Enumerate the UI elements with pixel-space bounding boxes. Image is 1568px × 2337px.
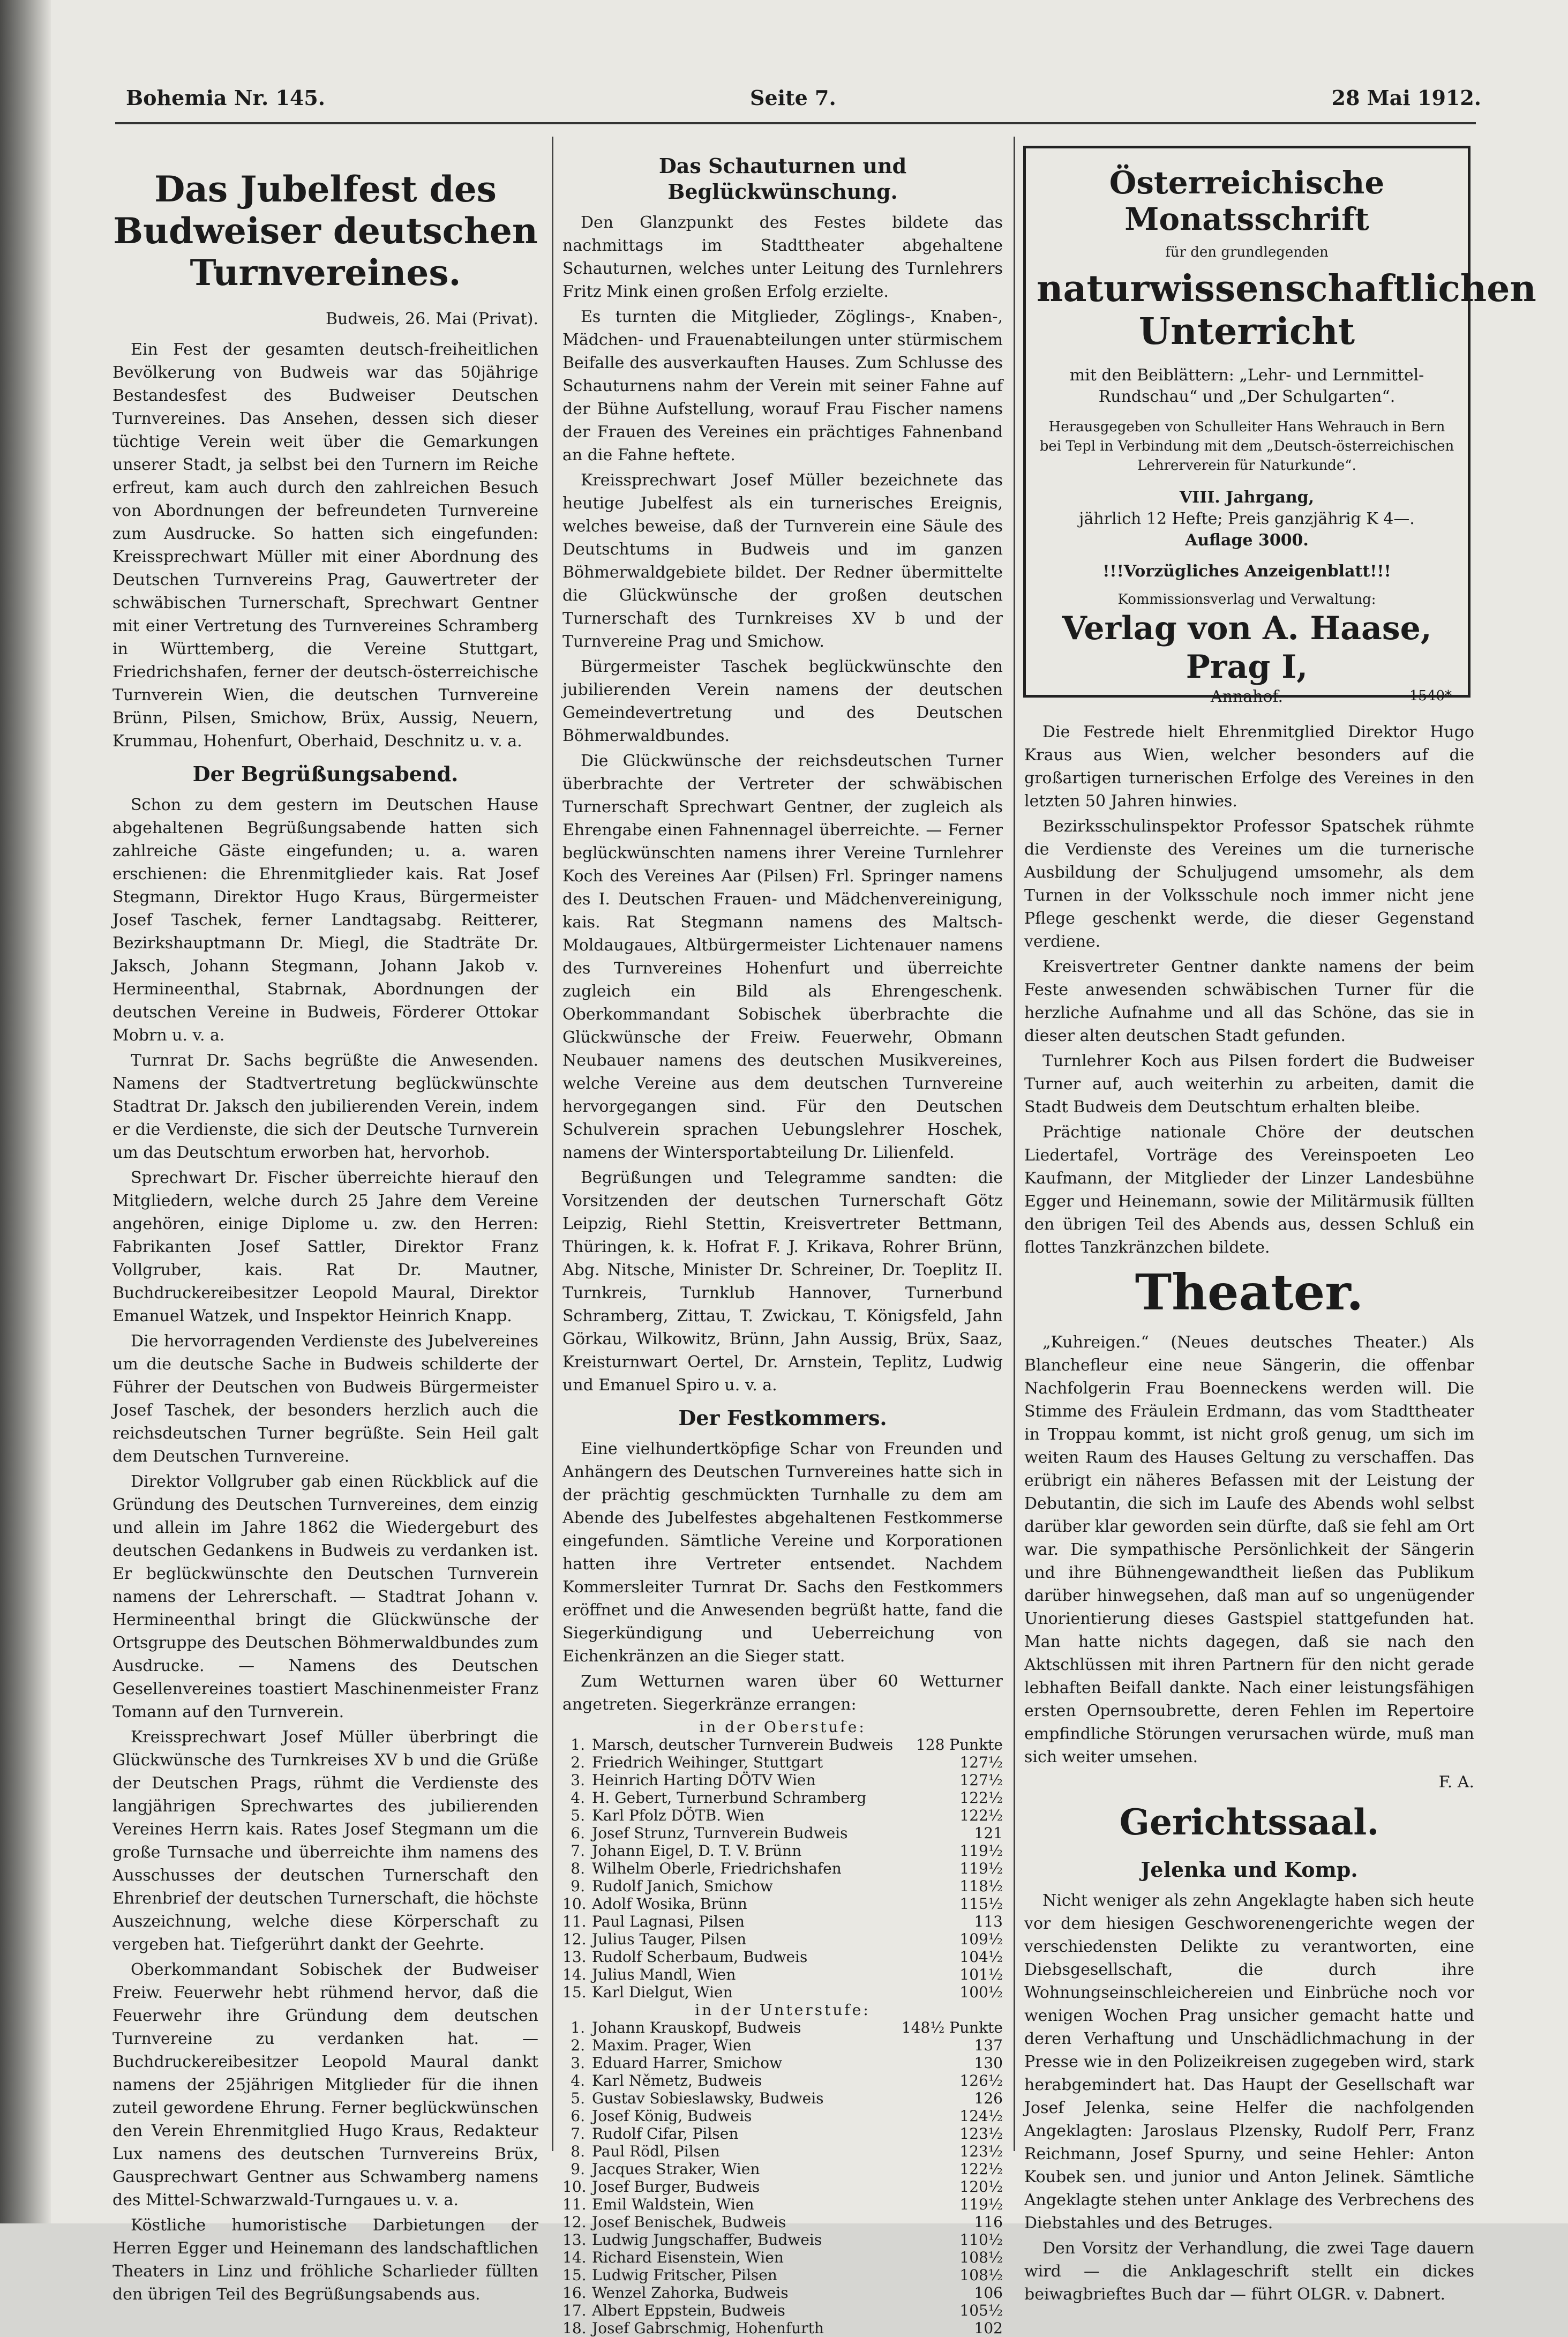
result-points: 104½	[959, 1948, 1003, 1966]
paragraph: Oberkommandant Sobischek der Budweiser Freiw. Feuerwehr hebt rühmend hervor, daß die Feuerwehr ihre Gründung dem deutschen Turnvereine zu verdanken hat. — Buchdruckereibesitzer Leopold Maural dankt namens der 25jährigen Mitglieder für die ihnen zuteil gewordene Ehrung. Ferner beglückwünschen den Verein Ehrenmitglied Hugo Kraus, Redakteur Lux namens des deutschen Turnvereins Brüx, Gausprechwart Gentner aus Schwamberg namens des Mittel-Schwarzwald-Turngaues u. v. a.	[112, 1960, 538, 2209]
result-points: 123½	[959, 2143, 1003, 2160]
result-name: Josef König, Budweis	[592, 2107, 752, 2125]
result-points: 122½	[959, 2160, 1003, 2178]
result-row	[562, 1824, 1003, 1842]
result-name: Friedrich Weihinger, Stuttgart	[592, 1754, 823, 1771]
ad-price: jährlich 12 Hefte; Preis ganzjährig K 4—.	[1079, 510, 1415, 528]
result-rank: 10.	[562, 2178, 587, 2196]
ad-title: Österreichische Monatsschrift	[1109, 164, 1385, 237]
result-name: Eduard Harrer, Smichow	[592, 2054, 783, 2072]
paragraph: Die Glückwünsche der reichsdeutschen Turner überbrachte der Vertreter der schwäbischen Turnerschaft Sprechwart Gentner, der zugleich als Ehrengabe einen Fahnennagel überreichte. — Ferner beglückwünschten namens ihrer Vereine Turnlehrer Koch des Vereines Aar (Pilsen) Frl. Springer namens des I. Deutschen Frauen- und Mädchenvereinigung, kais. Rat Stegmann namens des Maltsch-Moldaugaues, Altbürgermeister Lichtenauer namens des Turnvereines Hohenfurt und überreichte zugleich ein Bild als Ehrengeschenk. Oberkommandant Sobischek überbrachte die Glückwünsche der Freiw. Feuerwehr, Obmann Neubauer namens des deutschen Musikvereines, welche Vereine aus dem deutschen Turnvereine hervorgegangen sind. Für den Deutschen Schulverein sprachen Uebungslehrer Hoschek, namens der Wintersportabteilung Dr. Lilienfeld.	[562, 752, 1003, 1162]
result-row	[562, 1736, 1003, 1754]
result-rank: 5.	[571, 1807, 585, 1824]
result-row	[562, 1983, 1003, 2001]
advertisement-box	[1023, 146, 1536, 706]
paragraph: Kreisvertreter Gentner dankte namens der beim Feste anwesenden schwäbischen Turner für die herzliche Aufnahme und all das Schöne, das sie in dieser alten deutschen Stadt gefunden.	[1024, 957, 1474, 1045]
result-rank: 2.	[571, 2036, 585, 2054]
result-rank: 1.	[571, 1736, 585, 1754]
result-name: Julius Mandl, Wien	[592, 1966, 736, 1983]
paragraph: Kreissprechwart Josef Müller überbringt die Glückwünsche des Turnkreises XV b und die Grüße der Deutschen Prags, rühmt die Verdienste des langjährigen Sprechwartes des jubilierenden Vereines Herrn kais. Rates Josef Stegmann um die große Turnsache und überreichte ihm namens des Ausschusses der deutschen Turnerschaft den Ehrenbrief der deutschen Turnerschaft, die höchste Auszeichnung, welche diese Körperschaft zu vergeben hat. Tiefgerührt dankt der Geehrte.	[112, 1728, 538, 1954]
result-points: 126½	[959, 2072, 1003, 2089]
result-name: Johann Eigel, D. T. V. Brünn	[592, 1842, 802, 1860]
section-heading-theater: Theater.	[1135, 1263, 1364, 1321]
result-points: 108½	[959, 2266, 1003, 2284]
result-name: Rudolf Cifar, Pilsen	[592, 2125, 739, 2143]
results-category-unter: in der Unterstufe:	[695, 2001, 871, 2019]
paragraph: Eine vielhundertköpfige Schar von Freunden und Anhängern des Deutschen Turnvereines hatte sich in der prächtig geschmückten Turnhalle zu dem am Abende des Jubelfestes abgehaltenen Festkommerse eingefunden. Sämtliche Vereine und Korporationen hatten ihre Vertreter entsendet. Nachdem Kommersleiter Turnrat Dr. Sachs den Festkommers eröffnet und die Anwesenden begrüßt hatte, fand die Siegerkündigung und Ueberreichung von Eichenkränzen an die Sieger statt.	[562, 1440, 1003, 1666]
paragraph: Es turnten die Mitglieder, Zöglings-, Knaben-, Mädchen- und Frauenabteilungen unter stürmischem Beifalle des ausverkauften Hauses. Zum Schlusse des Schauturnens nahm der Verein mit seiner Fahne auf der Bühne Aufstellung, worauf Frau Fischer namens der Frauen des Vereines ein prächtiges Fahnenband an die Fahne heftete.	[562, 308, 1003, 465]
column-divider-1	[552, 137, 553, 2151]
result-rank: 7.	[571, 2125, 585, 2143]
result-rank: 8.	[571, 1860, 585, 1877]
result-name: Karl Pfolz DÖTB. Wien	[592, 1807, 764, 1824]
result-row	[562, 2302, 1003, 2319]
column-2	[562, 145, 1003, 2337]
paragraph: Kreissprechwart Josef Müller bezeichnete das heutige Jubelfest als ein turnerisches Ereignis, welches beweise, daß der Turnverein eine Säule des Deutschtums in Budweis und im ganzen Böhmerwaldgebiete bildet. Der Redner übermittelte die Glückwünsche der großen deutschen Turnerschaft des Turnkreises XV b und der Turnvereine Prag und Smichow.	[562, 471, 1003, 651]
paragraph: „Kuhreigen.“ (Neues deutsches Theater.) Als Blanchefleur eine neue Sängerin, die offenbar Nachfolgerin Frau Boenneckens werden will. Die Stimme des Fräulein Erdmann, das vom Stadttheater in Troppau kommt, ist nicht groß genug, um sich im weiten Raum des Hauses Geltung zu verschaffen. Das erübrigt ein näheres Befassen mit der Leistung der Debutantin, die sich im Laufe des Abends wohl selbst darüber klar geworden sein dürfte, daß sie fehl am Ort war. Die sympathische Persönlichkeit der Sängerin und ihre Bühnengewandtheit ließen das Publikum darüber hinwegsehen, daß man auf so ungenügender Unorientierung dieses Gastspiel stattgefunden hat. Man hatte nichts dagegen, daß sie nach den Aktschlüssen mit ihren Partnern für den nicht gerade lebhaften Beifall dankte. Nach einer leistungsfähigen ersten Opernsoubrette, deren Fehlen im Repertoire empfindliche Störungen verursachen würde, muß man sich weiter umsehen.	[1024, 1333, 1474, 1766]
result-name: Emil Waldstein, Wien	[592, 2196, 754, 2213]
result-name: Josef Strunz, Turnverein Budweis	[592, 1824, 848, 1842]
result-rank: 6.	[571, 1824, 585, 1842]
result-points: 120½	[959, 2178, 1003, 2196]
result-points: 110½	[959, 2231, 1003, 2249]
result-points: 101½	[959, 1966, 1003, 1983]
result-name: Ludwig Fritscher, Pilsen	[592, 2266, 777, 2284]
result-name: Gustav Sobieslawsky, Budweis	[592, 2089, 824, 2107]
result-points: 137	[974, 2036, 1003, 2054]
result-name: Marsch, deutscher Turnverein Budweis	[592, 1736, 894, 1754]
ad-commission: Kommissionsverlag und Verwaltung:	[1117, 591, 1376, 608]
result-row	[562, 2160, 1003, 2178]
result-name: Jacques Straker, Wien	[592, 2160, 760, 2178]
result-points: 116	[974, 2213, 1003, 2231]
result-rank: 7.	[571, 1842, 585, 1860]
paragraph: Die hervorragenden Verdienste des Jubelvereines um die deutsche Sache in Budweis schilderte der Führer der Deutschen von Budweis Bürgermeister Josef Taschek, der besonders herzlich auch die reichsdeutschen Turner begrüßte. Sein Heil galt dem Deutschen Turnvereine.	[112, 1332, 538, 1466]
result-points: 126	[974, 2089, 1003, 2107]
result-points: 148½ Punkte	[901, 2019, 1003, 2036]
ad-headline: naturwissenschaftlichen Unterricht	[1037, 267, 1536, 353]
paragraph: Zum Wetturnen waren über 60 Wetturner angetreten. Siegerkränze errangen:	[562, 1672, 1003, 1714]
paragraph: Turnlehrer Koch aus Pilsen fordert die Budweiser Turner auf, auch weiterhin zu arbeiten, damit die Stadt Budweis dem Deutschtum erhalten bleibe.	[1024, 1052, 1474, 1117]
result-rank: 11.	[562, 1913, 587, 1930]
result-row	[562, 1895, 1003, 1913]
result-name: Karl Dielgut, Wien	[592, 1983, 733, 2001]
column-1	[112, 161, 538, 2304]
result-row	[562, 2249, 1003, 2266]
result-name: Heinrich Harting DÖTV Wien	[592, 1771, 816, 1789]
result-name: Maxim. Prager, Wien	[592, 2036, 752, 2054]
result-row	[562, 2125, 1003, 2143]
result-points: 109½	[959, 1930, 1003, 1948]
result-rank: 14.	[562, 1966, 587, 1983]
result-name: Rudolf Janich, Smichow	[592, 1877, 773, 1895]
dateline: Budweis, 26. Mai (Privat).	[325, 310, 538, 328]
result-points: 121	[974, 1824, 1003, 1842]
result-row	[562, 1930, 1003, 1948]
ad-circulation: Auflage 3000.	[1185, 531, 1309, 550]
ad-editor: Herausgegeben von Schulleiter Hans Wehrauch in Bern bei Tepl in Verbindung mit dem „Deutsch-österreichischen Lehrerverein für Naturkunde“.	[1039, 419, 1454, 474]
result-points: 115½	[959, 1895, 1003, 1913]
result-row	[562, 1842, 1003, 1860]
page-shadow-edge	[0, 0, 51, 2223]
result-name: Wenzel Zahorka, Budweis	[592, 2284, 789, 2302]
paragraph: Köstliche humoristische Darbietungen der Herren Egger und Heinemann des landschaftlichen Theaters in Linz und fröhliche Scharlieder füllten den übrigen Teil des Begrüßungsabends aus.	[112, 2216, 538, 2304]
result-points: 119½	[959, 1842, 1003, 1860]
result-rank: 4.	[571, 2072, 585, 2089]
result-row	[562, 2196, 1003, 2213]
ad-supplements: mit den Beiblättern: „Lehr- und Lernmittel-Rundschau“ und „Der Schulgarten“.	[1069, 366, 1424, 406]
result-rank: 15.	[562, 1983, 587, 2001]
result-row	[562, 1754, 1003, 1771]
result-points: 130	[974, 2054, 1003, 2072]
result-row	[562, 2036, 1003, 2054]
result-rank: 16.	[562, 2284, 587, 2302]
result-row	[562, 2054, 1003, 2072]
result-points: 118½	[959, 1877, 1003, 1895]
result-name: Josef Gabrschmig, Hohenfurth	[592, 2319, 824, 2337]
result-row	[562, 1913, 1003, 1930]
result-row	[562, 2178, 1003, 2196]
ad-slogan: !!!Vorzügliches Anzeigenblatt!!!	[1102, 562, 1391, 581]
result-name: Paul Lagnasi, Pilsen	[592, 1913, 745, 1930]
section-heading-gerichtssaal: Gerichtssaal.	[1119, 1801, 1379, 1843]
result-name: Rudolf Scherbaum, Budweis	[592, 1948, 808, 1966]
result-points: 122½	[959, 1789, 1003, 1807]
paragraph: Ein Fest der gesamten deutsch-freiheitlichen Bevölkerung von Budweis war das 50jährige Bestandesfest des Budweiser Deutschen Turnvereines. Das Ansehen, dessen sich dieser tüchtige Verein weit über die Gemarkungen unserer Stadt, ja selbst bei den Turnern im Reiche erfreut, kam auch durch den zahlreichen Besuch von Abordnungen der befreundeten Turnvereine zum Ausdrucke. So hatten sich eingefunden: Kreissprechwart Müller mit einer Abordnung des Deutschen Turnvereins Prag, Gauwertreter der schwäbischen Turnerschaft, Sprechwart Gentner mit einer Vertretung des Turnvereines Schramberg in Württemberg, die Vereine Stuttgart, Friedrichshafen, ferner der deutsch-österreichische Turnverein Wien, die deutschen Turnvereine Brünn, Pilsen, Smichow, Brüx, Aussig, Neuern, Krummau, Hohenfurt, Oberhaid, Deschnitz u. v. a.	[112, 340, 538, 751]
result-rank: 17.	[562, 2302, 587, 2319]
result-rank: 2.	[571, 1754, 585, 1771]
result-points: 124½	[959, 2107, 1003, 2125]
author-signature: F. A.	[1438, 1773, 1474, 1792]
result-row	[562, 2089, 1003, 2107]
article-title-jubelfest: Das Jubelfest des Budweiser deutschen Turnvereines.	[113, 168, 538, 294]
paragraph: Prächtige nationale Chöre der deutschen Liedertafel, Vorträge des Vereinspoeten Leo Kaufmann, der Mitglieder der Linzer Landesbühne Egger und Heinemann, sowie der Militärmusik füllten den übrigen Teil des Abends aus, dessen Schluß ein flottes Tanzkränzchen bildete.	[1024, 1123, 1474, 1257]
result-row	[562, 1771, 1003, 1789]
result-rank: 15.	[562, 2266, 587, 2284]
result-points: 119½	[959, 2196, 1003, 2213]
ad-address: Annahof.	[1210, 687, 1284, 706]
paragraph: Bürgermeister Taschek beglückwünschte den jubilierenden Verein namens der deutschen Gemeindevertretung und des Deutschen Böhmerwaldbundes.	[562, 657, 1003, 745]
result-name: Paul Rödl, Pilsen	[592, 2143, 720, 2160]
paragraph: Die Festrede hielt Ehrenmitglied Direktor Hugo Kraus aus Wien, welcher besonders auf die großartigen turnerischen Erfolge des Vereines in den letzten 50 Jahren hinwies.	[1024, 723, 1474, 811]
result-points: 108½	[959, 2249, 1003, 2266]
result-name: Albert Eppstein, Budweis	[592, 2302, 785, 2319]
paragraph: Sprechwart Dr. Fischer überreichte hierauf den Mitgliedern, welche durch 25 Jahre dem Vereine angehören, einige Diplome u. zw. den Herren: Fabrikanten Josef Sattler, Direktor Franz Vollgruber, kais. Rat Dr. Mautner, Buchdruckereibesitzer Leopold Maural, Direktor Emanuel Watzek, und Inspektor Heinrich Knapp.	[112, 1168, 538, 1325]
result-rank: 12.	[562, 1930, 587, 1948]
result-rank: 18.	[562, 2319, 587, 2337]
result-name: Johann Krauskopf, Budweis	[592, 2019, 801, 2036]
result-row	[562, 2072, 1003, 2089]
ad-subtitle: für den grundlegenden	[1165, 244, 1329, 260]
result-row	[562, 2019, 1003, 2036]
results-list	[562, 1718, 1003, 2337]
ad-publisher: Verlag von A. Haase, Prag I,	[1062, 610, 1432, 686]
result-rank: 12.	[562, 2213, 587, 2231]
paragraph: Schon zu dem gestern im Deutschen Hause abgehaltenen Begrüßungsabende hatten sich zahlreiche Gäste eingefunden; u. a. waren erschienen: die Ehrenmitglieder kais. Rat Josef Stegmann, Direktor Hugo Kraus, Bürgermeister Josef Taschek, ferner Landtagsabg. Reitterer, Bezirkshauptmann Dr. Miegl, die Stadträte Dr. Jaksch, Johann Stegmann, Johann Jakob v. Hermineenthal, Stabrnak, Abordnungen der deutschen Vereine in Budweis, Förderer Ottokar Mobrn u. v. a.	[112, 796, 538, 1045]
result-rank: 8.	[571, 2143, 585, 2160]
section-heading-begruessungsabend: Der Begrüßungsabend.	[192, 762, 459, 786]
result-row	[562, 2213, 1003, 2231]
header-page-number: Seite 7.	[750, 86, 836, 110]
result-points: 122½	[959, 1807, 1003, 1824]
result-row	[562, 2319, 1003, 2337]
result-name: Julius Tauger, Pilsen	[592, 1930, 747, 1948]
section-heading-schauturnen: Das Schauturnen und Beglückwünschung.	[658, 154, 907, 204]
result-row	[562, 1877, 1003, 1895]
result-name: H. Gebert, Turnerbund Schramberg	[592, 1789, 867, 1807]
result-rank: 1.	[571, 2019, 585, 2036]
result-points: 100½	[959, 1983, 1003, 2001]
result-rank: 9.	[571, 1877, 585, 1895]
result-rank: 3.	[571, 2054, 585, 2072]
result-row	[562, 1948, 1003, 1966]
result-row	[562, 2266, 1003, 2284]
paragraph: Den Glanzpunkt des Festes bildete das nachmittags im Stadttheater abgehaltene Schauturnen, welches unter Leitung des Turnlehrers Fritz Mink einen großen Erfolg erzielte.	[562, 213, 1003, 301]
result-points: 119½	[959, 1860, 1003, 1877]
result-rank: 10.	[562, 1895, 587, 1913]
result-name: Josef Benischek, Budweis	[592, 2213, 786, 2231]
result-points: 128 Punkte	[916, 1736, 1003, 1754]
result-points: 105½	[959, 2302, 1003, 2319]
results-category-ober: in der Oberstufe:	[699, 1718, 866, 1736]
paragraph: Nicht weniger als zehn Angeklagte haben sich heute vor dem hiesigen Geschworenengerichte wegen der verschiedensten Delikte zu verantworten, eine Diebsgesellschaft, die durch ihre Wohnungseinschleichereien und Einbrüche noch vor wenigen Wochen Prag unsicher gemacht hatte und deren Verhaftung und Unschädlichmachung in der Presse wie in den Polizeikreisen zugegeben wird, stark herabgemindert hat. Das Haupt der Gesellschaft war Josef Jelenka, seine Helfer die nachfolgenden Angeklagten: Jaroslaus Plzensky, Rudolf Perr, Franz Reichmann, Josef Spurny, und seine Hehler: Anton Koubek sen. und junior und Anton Jelinek. Sämtliche Angeklagte stehen unter Anklage des Verbrechens des Diebstahles und des Betruges.	[1024, 1891, 1474, 2233]
result-points: 106	[974, 2284, 1003, 2302]
result-points: 127½	[959, 1771, 1003, 1789]
result-row	[562, 2107, 1003, 2125]
result-row	[562, 2231, 1003, 2249]
result-points: 123½	[959, 2125, 1003, 2143]
result-rank: 3.	[571, 1771, 585, 1789]
column-3	[1024, 721, 1474, 2304]
result-name: Adolf Wosika, Brünn	[592, 1895, 747, 1913]
result-rank: 5.	[571, 2089, 585, 2107]
result-name: Ludwig Jungschaffer, Budweis	[592, 2231, 822, 2249]
section-heading-festkommers: Der Festkommers.	[678, 1406, 887, 1430]
result-name: Wilhelm Oberle, Friedrichshafen	[592, 1860, 842, 1877]
ad-code: 1540*	[1409, 688, 1452, 704]
result-row	[562, 1966, 1003, 1983]
result-name: Richard Eisenstein, Wien	[592, 2249, 784, 2266]
ad-year: VIII. Jahrgang,	[1179, 488, 1315, 507]
paragraph: Den Vorsitz der Verhandlung, die zwei Tage dauern wird — die Anklageschrift stellt ein dickes beiwagbrieftes Buch dar — führt OLGR. v. Dabnert.	[1024, 2239, 1474, 2304]
result-row	[562, 2143, 1003, 2160]
paragraph: Turnrat Dr. Sachs begrüßte die Anwesenden. Namens der Stadtvertretung beglückwünschte Stadtrat Dr. Jaksch den jubilierenden Verein, indem er die Verdienste, die sich der Deutsche Turnverein um das Deutschtum erworben hat, hervorhob.	[112, 1051, 538, 1162]
result-rank: 4.	[571, 1789, 585, 1807]
result-rank: 13.	[562, 1948, 587, 1966]
header-rule	[115, 122, 1476, 124]
result-points: 127½	[959, 1754, 1003, 1771]
paragraph: Bezirksschulinspektor Professor Spatschek rühmte die Verdienste des Vereines um die turnerische Ausbildung der Schuljugend umsomehr, als dem Turnen in der Volksschule noch immer nicht jene Pflege geschenkt werde, die dieser Gegenstand verdiene.	[1024, 817, 1474, 951]
article-subheading-jelenka: Jelenka und Komp.	[1141, 1857, 1358, 1882]
result-row	[562, 1860, 1003, 1877]
result-row	[562, 1789, 1003, 1807]
result-rank: 13.	[562, 2231, 587, 2249]
result-row	[562, 1807, 1003, 1824]
result-rank: 14.	[562, 2249, 587, 2266]
result-points: 102	[974, 2319, 1003, 2337]
page-header	[126, 86, 1481, 118]
column-divider-2	[1014, 137, 1015, 2151]
result-rank: 6.	[571, 2107, 585, 2125]
result-name: Josef Burger, Budweis	[592, 2178, 760, 2196]
result-rank: 11.	[562, 2196, 587, 2213]
result-name: Karl Němetz, Budweis	[592, 2072, 762, 2089]
result-points: 113	[974, 1913, 1003, 1930]
header-issue: Bohemia Nr. 145.	[126, 86, 326, 110]
paragraph: Begrüßungen und Telegramme sandten: die Vorsitzenden der deutschen Turnerschaft Götz Leipzig, Riehl Stettin, Kreisvertreter Bettmann, Thüringen, k. k. Hofrat F. J. Krikava, Rohrer Brünn, Abg. Nitsche, Minister Dr. Schreiner, Dr. Toeplitz II. Turnkreis, Turnklub Hannover, Turnerbund Schramberg, Zittau, T. Zwickau, T. Königsfeld, Jahn Görkau, Wilkowitz, Brünn, Jahn Aussig, Brüx, Saaz, Kreisturnwart Oertel, Dr. Arnstein, Teplitz, Ludwig und Emanuel Spiro u. v. a.	[562, 1168, 1003, 1395]
paragraph: Direktor Vollgruber gab einen Rückblick auf die Gründung des Deutschen Turnvereines, dem einzig und allein im Jahre 1862 die Wiedergeburt des deutschen Gedankens in Budweis zu verdanken ist. Er beglückwünschte den Deutschen Turnverein namens der Lehrerschaft. — Stadtrat Johann v. Hermineenthal bringt die Glückwünsche der Ortsgruppe des Deutschen Böhmerwaldbundes zum Ausdrucke. — Namens des Deutschen Gesellenvereines toastiert Maschinenmeister Franz Tomann auf den Turnverein.	[112, 1472, 538, 1721]
header-date: 28 Mai 1912.	[1331, 86, 1481, 110]
result-rank: 9.	[571, 2160, 585, 2178]
result-row	[562, 2284, 1003, 2302]
